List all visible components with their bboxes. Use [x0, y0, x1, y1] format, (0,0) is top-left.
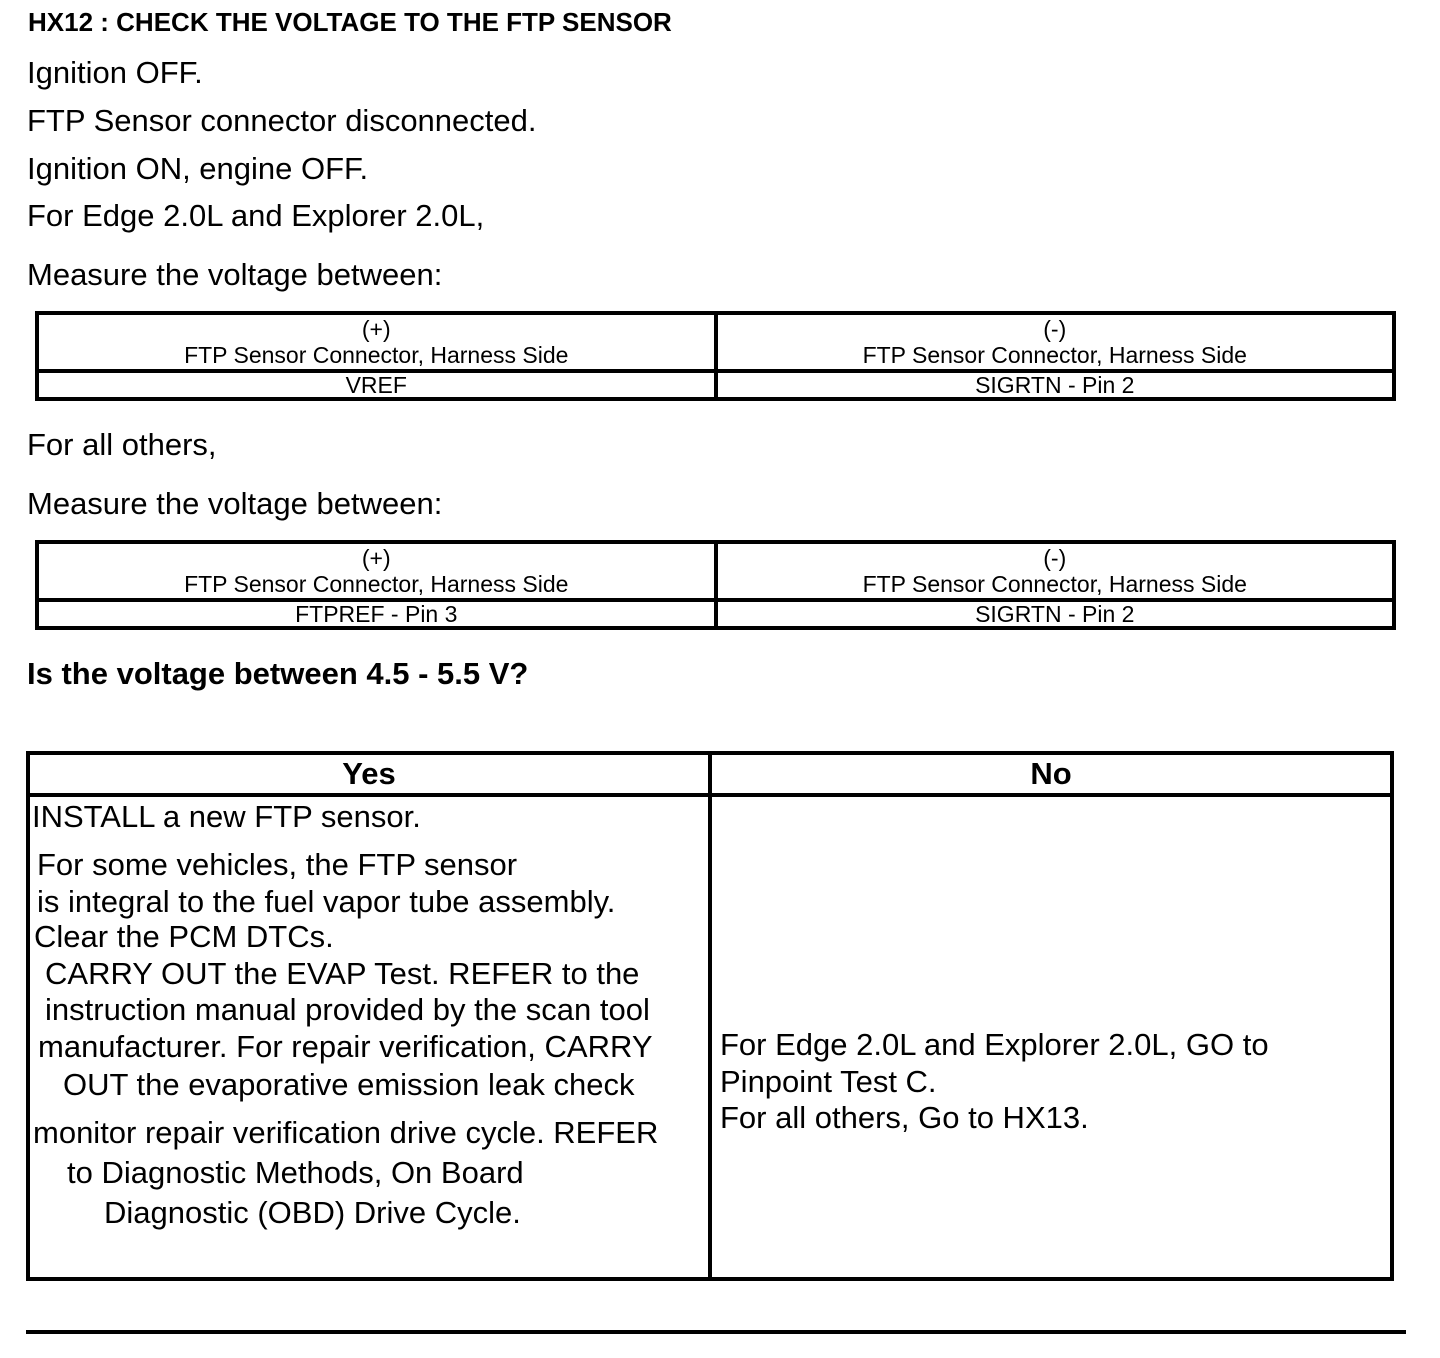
measurement-table-1 [35, 311, 1396, 401]
positive-value: VREF [37, 371, 716, 399]
positive-header-cell [37, 313, 716, 371]
step-ignition-off: Ignition OFF. [27, 55, 203, 90]
no-header: No [710, 753, 1392, 795]
negative-value: SIGRTN - Pin 2 [716, 371, 1395, 399]
negative-sign: (-) [1043, 316, 1067, 342]
page-title: HX12 : CHECK THE VOLTAGE TO THE FTP SENSOR [28, 7, 672, 37]
negative-value: SIGRTN - Pin 2 [716, 600, 1395, 628]
yes-line-diagnostic-methods: to Diagnostic Methods, On Board [67, 1155, 524, 1190]
positive-header-cell [37, 542, 716, 600]
bottom-divider [26, 1330, 1406, 1334]
positive-sign: (+) [361, 316, 391, 342]
negative-sign: (-) [1043, 545, 1067, 571]
no-cell [710, 795, 1392, 1279]
yes-cell [28, 795, 710, 1279]
result-table [26, 751, 1394, 1281]
yes-line-integral: is integral to the fuel vapor tube assembly. [37, 884, 616, 919]
yes-line-install: INSTALL a new FTP sensor. [32, 799, 421, 834]
yes-line-monitor-repair: monitor repair verification drive cycle. REFER [33, 1115, 659, 1150]
negative-header-cell [716, 313, 1395, 371]
measurement-table-2 [35, 540, 1396, 630]
others-label: For all others, [27, 427, 217, 462]
negative-header-label: FTP Sensor Connector, Harness Side [862, 342, 1247, 368]
step-ignition-on: Ignition ON, engine OFF. [27, 151, 369, 186]
step-vehicle-condition: For Edge 2.0L and Explorer 2.0L, [27, 198, 485, 233]
voltage-question: Is the voltage between 4.5 - 5.5 V? [27, 656, 529, 691]
negative-header-label: FTP Sensor Connector, Harness Side [862, 571, 1247, 597]
no-line-pinpoint-test: Pinpoint Test C. [720, 1063, 937, 1099]
yes-line-instruction-manual: instruction manual provided by the scan tool [45, 992, 650, 1027]
positive-header-label: FTP Sensor Connector, Harness Side [184, 571, 569, 597]
yes-header: Yes [28, 753, 710, 795]
no-line-all-others: For all others, Go to HX13. [720, 1100, 1089, 1135]
yes-line-manufacturer: manufacturer. For repair verification, CARRY [38, 1029, 653, 1064]
yes-line-obd-drive-cycle: Diagnostic (OBD) Drive Cycle. [104, 1195, 521, 1230]
yes-line-carry-out-evap: CARRY OUT the EVAP Test. REFER to the [45, 956, 640, 991]
negative-header-cell [716, 542, 1395, 600]
no-line-edge-explorer: For Edge 2.0L and Explorer 2.0L, GO to [720, 1027, 1269, 1062]
no-instructions [720, 1027, 1269, 1137]
yes-line-some-vehicles: For some vehicles, the FTP sensor [37, 847, 518, 882]
yes-line-clear-dtcs: Clear the PCM DTCs. [34, 919, 334, 954]
measure-label-2: Measure the voltage between: [27, 486, 443, 521]
yes-line-evap-leak-check: OUT the evaporative emission leak check [63, 1067, 635, 1102]
step-connector-disconnected: FTP Sensor connector disconnected. [27, 103, 537, 138]
measure-label-1: Measure the voltage between: [27, 257, 443, 292]
positive-value: FTPREF - Pin 3 [37, 600, 716, 628]
positive-sign: (+) [361, 545, 391, 571]
positive-header-label: FTP Sensor Connector, Harness Side [184, 342, 569, 368]
